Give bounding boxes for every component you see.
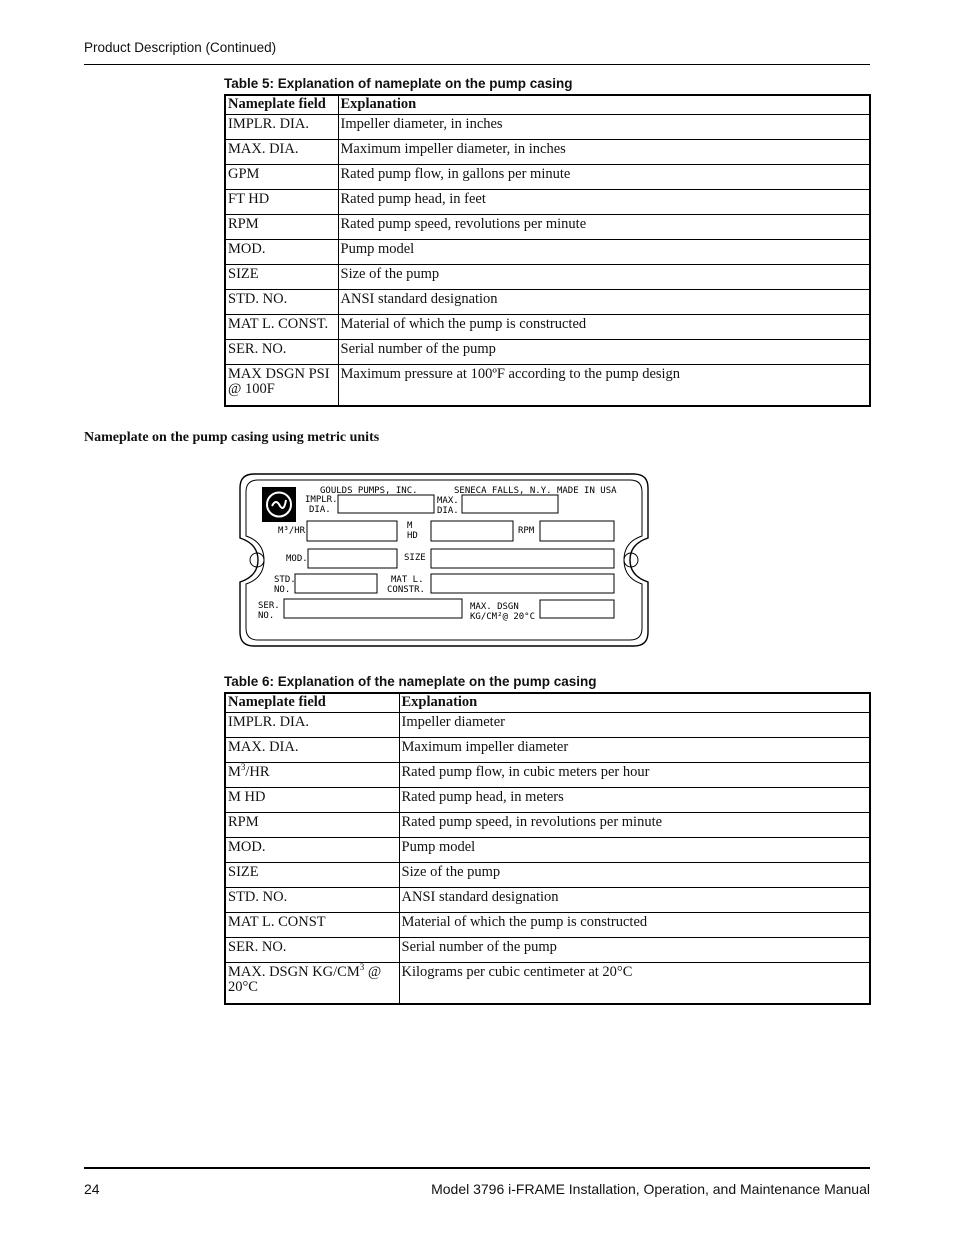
metric-nameplate-figure	[236, 470, 656, 652]
field-cell: IMPLR. DIA.	[225, 713, 399, 738]
plate-label-ser: SER.	[258, 601, 280, 611]
explanation-cell: ANSI standard designation	[399, 888, 870, 913]
explanation-cell: Material of which the pump is constructed	[338, 315, 870, 340]
explanation-cell: Impeller diameter	[399, 713, 870, 738]
table6-col2-header: Explanation	[399, 693, 870, 713]
page-number: 24	[84, 1181, 100, 1197]
table-row	[225, 190, 870, 215]
table6-header-row	[225, 693, 870, 713]
field-cell: MAT L. CONST	[225, 913, 399, 938]
field-cell: FT HD	[225, 190, 338, 215]
table-row	[225, 913, 870, 938]
table-row	[225, 938, 870, 963]
table-row	[225, 340, 870, 365]
footer-title: Model 3796 i-FRAME Installation, Operation, and Maintenance Manual	[431, 1181, 870, 1197]
table-row	[225, 888, 870, 913]
explanation-cell: Pump model	[399, 838, 870, 863]
table5	[224, 94, 871, 407]
table-row	[225, 788, 870, 813]
explanation-cell: Maximum impeller diameter	[399, 738, 870, 763]
plate-field-m3hr	[307, 521, 397, 541]
table6-col1-header: Nameplate field	[225, 693, 399, 713]
table-row	[225, 265, 870, 290]
plate-field-mat-constr	[431, 574, 614, 593]
plate-field-implr-dia	[338, 495, 434, 513]
plate-field-rpm	[540, 521, 614, 541]
field-cell	[225, 963, 399, 1005]
plate-field-m-hd	[431, 521, 513, 541]
running-header: Product Description (Continued)	[84, 40, 277, 55]
m3-rest: /HR	[245, 764, 270, 780]
explanation-cell: Serial number of the pump	[399, 938, 870, 963]
plate-label-max-dia: DIA.	[437, 506, 459, 516]
table5-col2-header: Explanation	[338, 95, 870, 115]
field-cell: SIZE	[225, 265, 338, 290]
plate-field-std-no	[295, 574, 377, 593]
field-cell: STD. NO.	[225, 888, 399, 913]
field-line2: @ 100F	[228, 381, 275, 397]
table-row	[225, 863, 870, 888]
explanation-cell: Rated pump head, in feet	[338, 190, 870, 215]
field-line1: MAX DSGN PSI	[228, 366, 330, 382]
header-rule	[84, 64, 870, 65]
field-cell: IMPLR. DIA.	[225, 115, 338, 140]
field-cell: STD. NO.	[225, 290, 338, 315]
table-row	[225, 813, 870, 838]
explanation-cell: Impeller diameter, in inches	[338, 115, 870, 140]
table5-caption: Table 5: Explanation of nameplate on the pump casing	[224, 76, 573, 91]
table-row	[225, 713, 870, 738]
metric-nameplate-heading: Nameplate on the pump casing using metric units	[84, 430, 380, 445]
table-row	[225, 215, 870, 240]
plate-label-std: STD.	[274, 575, 296, 585]
field-superscript: 3	[359, 962, 365, 973]
plate-field-mod	[308, 549, 397, 568]
field-cell: RPM	[225, 215, 338, 240]
field-cell: SER. NO.	[225, 938, 399, 963]
plate-label-dia: DIA.	[309, 505, 331, 515]
table5-header-row	[225, 95, 870, 115]
plate-label-constr: CONSTR.	[387, 585, 425, 595]
plate-field-max-dia	[462, 495, 558, 513]
field-cell: MOD.	[225, 838, 399, 863]
explanation-cell: ANSI standard designation	[338, 290, 870, 315]
field-cell: MAT L. CONST.	[225, 315, 338, 340]
goulds-logo-icon	[262, 487, 296, 522]
m3-base: M	[228, 764, 241, 780]
plate-label-kgcm: KG/CM²@ 20°C	[470, 612, 536, 622]
field-cell: RPM	[225, 813, 399, 838]
table-row	[225, 365, 870, 407]
explanation-cell: Rated pump head, in meters	[399, 788, 870, 813]
field-cell: GPM	[225, 165, 338, 190]
plate-label-std-no: NO.	[274, 585, 291, 595]
plate-label-ser-no: NO.	[258, 611, 275, 621]
plate-label-size: SIZE	[404, 553, 426, 563]
field-cell: MAX. DIA.	[225, 140, 338, 165]
table6	[224, 692, 871, 1005]
table-row	[225, 738, 870, 763]
m3-superscript: 3	[240, 762, 246, 773]
plate-label-mat: MAT L.	[391, 575, 424, 585]
plate-location: SENECA FALLS, N.Y. MADE IN USA	[454, 486, 617, 496]
explanation-cell: Maximum pressure at 100ºF according to the pump design	[338, 365, 870, 407]
explanation-cell: Serial number of the pump	[338, 340, 870, 365]
plate-field-max-dsgn	[540, 600, 614, 618]
footer-rule	[84, 1167, 870, 1169]
explanation-cell: Size of the pump	[399, 863, 870, 888]
explanation-cell: Maximum impeller diameter, in inches	[338, 140, 870, 165]
table5-col1-header: Nameplate field	[225, 95, 338, 115]
plate-label-m3hr: M³/HR	[278, 526, 306, 536]
plate-label-max: MAX.	[437, 496, 459, 506]
table-row	[225, 290, 870, 315]
explanation-cell: Rated pump flow, in cubic meters per hour	[399, 763, 870, 788]
field-cell: MOD.	[225, 240, 338, 265]
field-cell	[225, 763, 399, 788]
plate-field-ser-no	[284, 599, 462, 618]
field-cell: SER. NO.	[225, 340, 338, 365]
field-cell	[225, 365, 338, 407]
explanation-cell: Kilograms per cubic centimeter at 20°C	[399, 963, 870, 1005]
plate-label-mod: MOD.	[286, 554, 308, 564]
explanation-cell: Pump model	[338, 240, 870, 265]
table-row	[225, 240, 870, 265]
field-line2: 20°C	[228, 979, 258, 995]
plate-label-hd: HD	[407, 531, 418, 541]
plate-label-m: M	[407, 521, 413, 531]
explanation-cell: Rated pump flow, in gallons per minute	[338, 165, 870, 190]
plate-field-size	[431, 549, 614, 568]
table-row	[225, 838, 870, 863]
plate-label-rpm: RPM	[518, 526, 535, 536]
explanation-cell: Material of which the pump is constructed	[399, 913, 870, 938]
table-row	[225, 963, 870, 1005]
table-row	[225, 165, 870, 190]
explanation-cell: Rated pump speed, in revolutions per minute	[399, 813, 870, 838]
plate-label-implr: IMPLR.	[305, 495, 338, 505]
table6-caption: Table 6: Explanation of the nameplate on the pump casing	[224, 674, 597, 689]
field-cell: SIZE	[225, 863, 399, 888]
field-line1-rest: @	[364, 964, 382, 980]
explanation-cell: Rated pump speed, revolutions per minute	[338, 215, 870, 240]
field-cell: M HD	[225, 788, 399, 813]
field-line1: MAX. DSGN KG/CM	[228, 964, 360, 980]
plate-brand: GOULDS PUMPS, INC.	[320, 486, 418, 496]
table-row	[225, 315, 870, 340]
table-row	[225, 115, 870, 140]
table-row	[225, 763, 870, 788]
plate-label-max-dsgn: MAX. DSGN	[470, 602, 519, 612]
field-cell: MAX. DIA.	[225, 738, 399, 763]
table-row	[225, 140, 870, 165]
explanation-cell: Size of the pump	[338, 265, 870, 290]
